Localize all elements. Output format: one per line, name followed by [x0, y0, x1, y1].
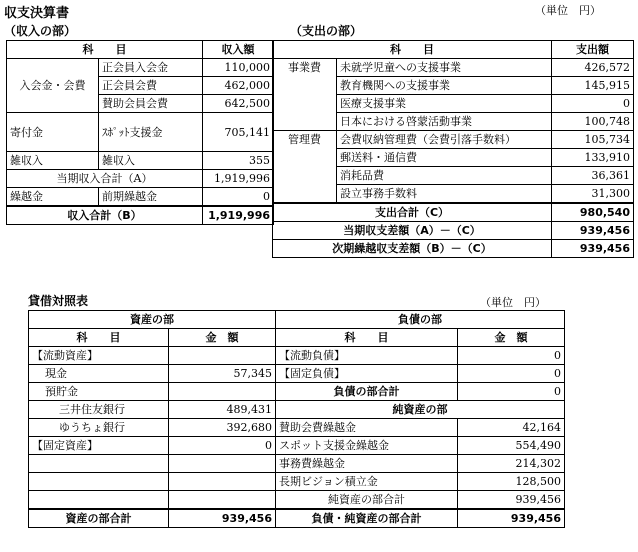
expense-total-label: 支出合計（C） [273, 203, 552, 222]
income-cat: 寄付金 [7, 113, 99, 152]
expense-item: 未就学児童への支援事業 [337, 59, 552, 77]
income-subtotal: 1,919,996 [203, 170, 274, 188]
asset-empty [169, 455, 276, 473]
income-amount: 110,000 [203, 59, 274, 77]
grand-total-label: 負債・純資産の部合計 [276, 509, 458, 528]
liab-col-item: 科 目 [276, 329, 458, 347]
grand-total: 939,456 [458, 509, 565, 528]
income-amount: 705,141 [203, 113, 274, 152]
expense-cat: 事業費 [273, 59, 337, 131]
expense-heading: （支出の部） [290, 24, 363, 38]
expense-table [272, 40, 634, 258]
liab-label: 【流動負債】 [276, 347, 458, 365]
asset-amount [169, 383, 276, 401]
asset-empty [29, 455, 169, 473]
asset-label: 預貯金 [29, 383, 169, 401]
net-amount: 554,490 [458, 437, 565, 455]
assets-col-item: 科 目 [29, 329, 169, 347]
liab-total: 0 [458, 383, 565, 401]
expense-item: 設立事務手数料 [337, 185, 552, 204]
balance-unit: （単位 円） [480, 296, 546, 309]
assets-col-amount: 金 額 [169, 329, 276, 347]
diff1-label: 当期収支差額（A）－（C） [273, 222, 552, 240]
carry-item: 前期繰越金 [99, 188, 203, 207]
diff2-label: 次期繰越収支差額（B）－（C） [273, 240, 552, 258]
income-amount: 355 [203, 152, 274, 170]
income-col-amount: 収入額 [203, 41, 274, 59]
net-amount: 128,500 [458, 473, 565, 491]
carry-cat: 繰越金 [7, 188, 99, 207]
expense-item: 医療支援事業 [337, 95, 552, 113]
liab-col-amount: 金 額 [458, 329, 565, 347]
expense-amount: 133,910 [552, 149, 634, 167]
income-table [6, 40, 274, 225]
expense-item: 教育機関への支援事業 [337, 77, 552, 95]
diff1-amount: 939,456 [552, 222, 634, 240]
net-total-label: 純資産の部合計 [276, 491, 458, 510]
expense-amount: 105,734 [552, 131, 634, 149]
expense-item: 消耗品費 [337, 167, 552, 185]
income-item: 雑収入 [99, 152, 203, 170]
asset-label: 【流動資産】 [29, 347, 169, 365]
income-amount: 642,500 [203, 95, 274, 113]
asset-label: ゆうちょ銀行 [29, 419, 169, 437]
asset-amount: 57,345 [169, 365, 276, 383]
expense-amount: 145,915 [552, 77, 634, 95]
liab-heading: 負債の部 [276, 311, 565, 329]
asset-label: 現金 [29, 365, 169, 383]
net-amount: 42,164 [458, 419, 565, 437]
income-col-item: 科 目 [7, 41, 203, 59]
net-amount: 214,302 [458, 455, 565, 473]
asset-amount: 0 [169, 437, 276, 455]
income-total: 1,919,996 [203, 206, 274, 225]
income-heading: （収入の部） [4, 24, 77, 38]
unit-label: （単位 円） [535, 4, 601, 17]
expense-cat: 管理費 [273, 131, 337, 204]
expense-amount: 36,361 [552, 167, 634, 185]
expense-item: 会費収納管理費（会費引落手数料） [337, 131, 552, 149]
expense-amount: 100,748 [552, 113, 634, 131]
expense-item: 郵送料・通信費 [337, 149, 552, 167]
liab-label: 【固定負債】 [276, 365, 458, 383]
carry-amount: 0 [203, 188, 274, 207]
income-item: 正会員入会金 [99, 59, 203, 77]
doc-title: 収支決算書 [4, 6, 70, 21]
income-item: 正会員会費 [99, 77, 203, 95]
asset-amount: 489,431 [169, 401, 276, 419]
net-label: 長期ビジョン積立金 [276, 473, 458, 491]
assets-heading: 資産の部 [29, 311, 276, 329]
balance-title: 貸借対照表 [28, 294, 89, 308]
asset-amount [169, 347, 276, 365]
asset-empty [29, 491, 169, 510]
expense-total: 980,540 [552, 203, 634, 222]
asset-empty [169, 473, 276, 491]
net-total: 939,456 [458, 491, 565, 510]
asset-label: 三井住友銀行 [29, 401, 169, 419]
expense-amount: 0 [552, 95, 634, 113]
liab-amount: 0 [458, 365, 565, 383]
expense-amount: 31,300 [552, 185, 634, 204]
income-subtotal-label: 当期収入合計（A） [7, 170, 203, 188]
net-label: 事務費繰越金 [276, 455, 458, 473]
net-label: スポット支援金繰越金 [276, 437, 458, 455]
income-item: 賛助会員会費 [99, 95, 203, 113]
expense-item: 日本における啓蒙活動事業 [337, 113, 552, 131]
net-heading: 純資産の部 [276, 401, 565, 419]
asset-empty [29, 473, 169, 491]
asset-label: 【固定資産】 [29, 437, 169, 455]
income-item: ｽﾎﾟｯﾄ支援金 [99, 113, 203, 152]
assets-total-label: 資産の部合計 [29, 509, 169, 528]
expense-col-amount: 支出額 [552, 41, 634, 59]
expense-col-item: 科 目 [273, 41, 552, 59]
diff2-amount: 939,456 [552, 240, 634, 258]
expense-amount: 426,572 [552, 59, 634, 77]
income-cat: 入会金・会費 [7, 59, 99, 113]
asset-amount: 392,680 [169, 419, 276, 437]
net-label: 賛助会費繰越金 [276, 419, 458, 437]
liab-amount: 0 [458, 347, 565, 365]
income-total-label: 収入合計（B） [7, 206, 203, 225]
asset-empty [169, 491, 276, 510]
assets-total: 939,456 [169, 509, 276, 528]
income-amount: 462,000 [203, 77, 274, 95]
liab-total-label: 負債の部合計 [276, 383, 458, 401]
balance-table [28, 310, 565, 528]
income-cat: 雑収入 [7, 152, 99, 170]
